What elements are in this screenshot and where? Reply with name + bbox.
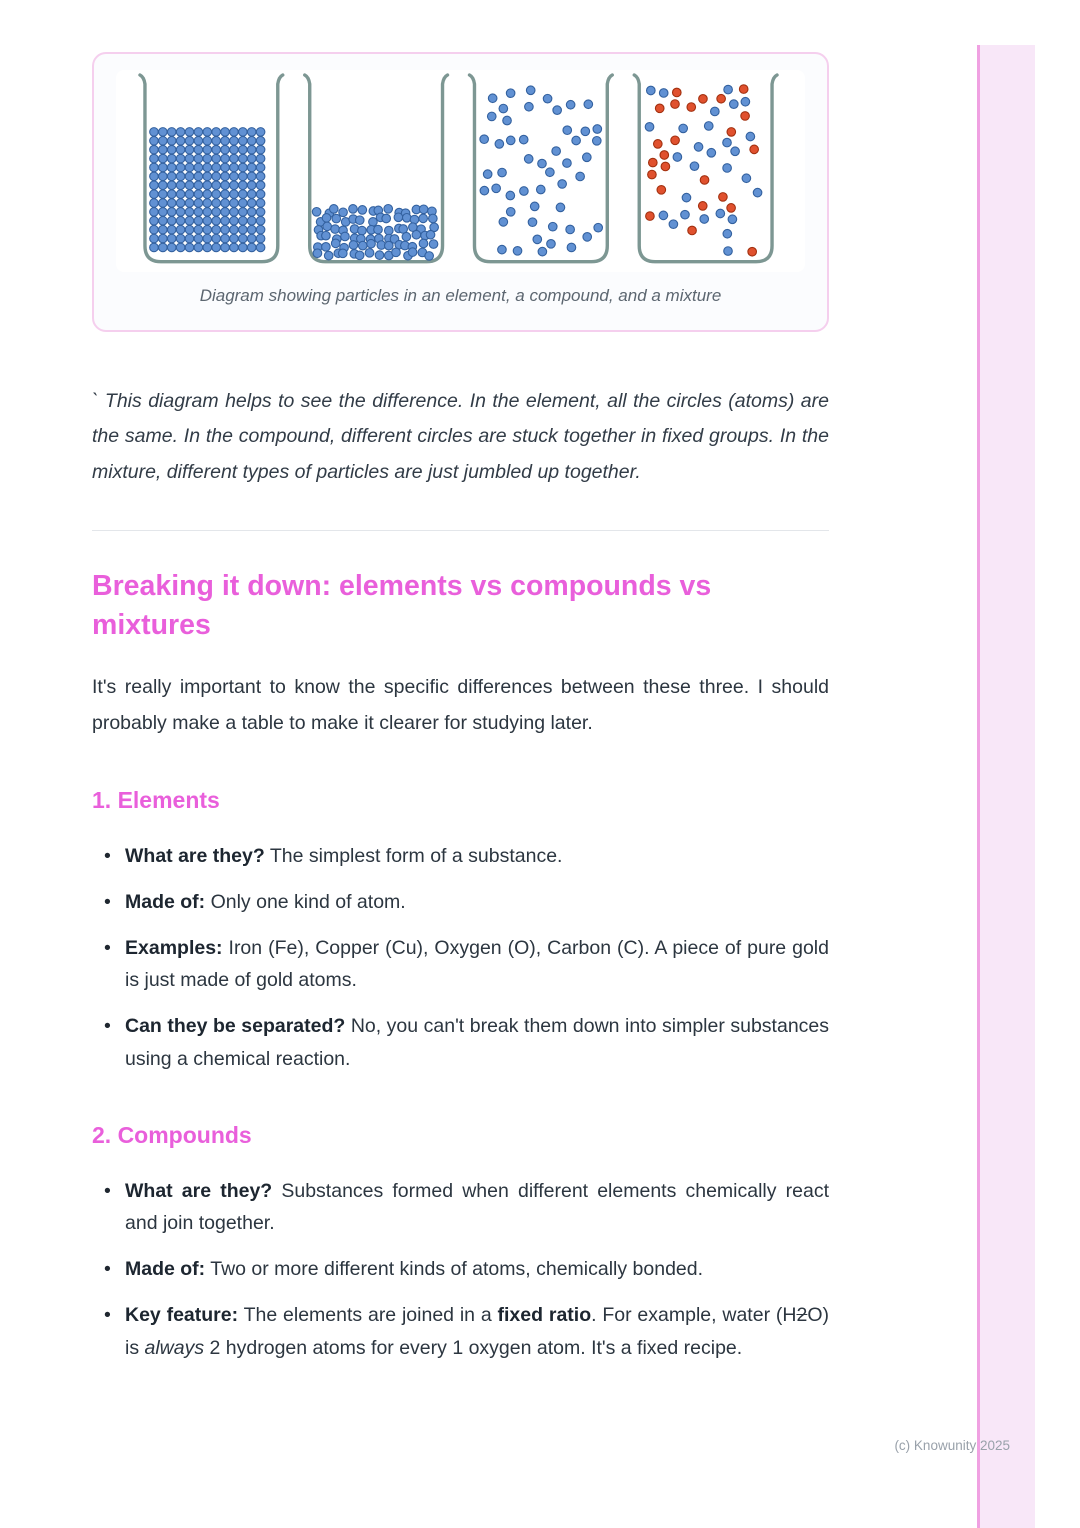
elements-heading: 1. Elements bbox=[92, 787, 220, 814]
figure-caption: Diagram showing particles in an element, a compound, and a mixture bbox=[199, 285, 722, 305]
figure-card bbox=[92, 52, 829, 332]
item-text: Two or more different kinds of atoms, chemically bonded. bbox=[205, 1258, 704, 1281]
item-label: Made of: bbox=[125, 890, 206, 913]
list-item bbox=[92, 1175, 829, 1241]
copyright-watermark: (c) Knowunity 2025 bbox=[894, 1438, 1010, 1453]
list-item bbox=[92, 886, 829, 919]
particle-diagram bbox=[116, 70, 805, 272]
section-divider bbox=[92, 530, 829, 531]
item-text: Substances formed when different elements chemically react and join together. bbox=[125, 1179, 829, 1235]
compounds-heading: 2. Compounds bbox=[92, 1121, 252, 1148]
item-text: The simplest form of a substance. bbox=[264, 845, 563, 868]
item-text: The elements are joined in a bbox=[238, 1303, 498, 1326]
compounds-list bbox=[92, 1175, 829, 1365]
figure-canvas bbox=[116, 70, 805, 272]
item-text: 2 hydrogen atoms for every 1 oxygen atom. It's a fixed recipe. bbox=[204, 1336, 743, 1359]
page-edge-strip bbox=[977, 45, 1035, 1528]
item-text: O) is bbox=[125, 1303, 829, 1359]
item-label: What are they? bbox=[125, 1179, 273, 1202]
item-label: Can they be separated? bbox=[125, 1015, 346, 1038]
elements-list bbox=[92, 840, 829, 1076]
item-text: Iron (Fe), Copper (Cu), Oxygen (O), Carbon (C). A piece of pure gold is just made of gold atoms. bbox=[125, 936, 829, 992]
list-item-key-feature bbox=[92, 1299, 829, 1365]
item-text: . For example, water (H bbox=[591, 1303, 797, 1326]
section-intro: It's really important to know the specific differences between these three. I should probably make a table to make it clearer for studying later. bbox=[92, 676, 829, 734]
item-text: No, you can't break them down into simpler substances using a chemical reaction. bbox=[125, 1015, 830, 1070]
list-item bbox=[92, 840, 829, 873]
item-label: Made of: bbox=[125, 1258, 206, 1281]
section-heading: Breaking it down: elements vs compounds vs mixtures bbox=[92, 570, 712, 641]
item-label: What are they? bbox=[125, 845, 265, 868]
item-strike-text: 2 bbox=[796, 1303, 808, 1326]
list-item bbox=[92, 1010, 829, 1076]
item-label: Key feature: bbox=[125, 1303, 239, 1326]
item-text: Only one kind of atom. bbox=[205, 890, 406, 913]
item-label: Examples: bbox=[125, 936, 223, 959]
item-bold-text: fixed ratio bbox=[497, 1303, 592, 1326]
list-item bbox=[92, 932, 829, 998]
content-column bbox=[92, 0, 829, 1377]
list-item bbox=[92, 1253, 829, 1286]
item-italic-text: always bbox=[144, 1336, 205, 1359]
note-paragraph: ` This diagram helps to see the difference. In the element, all the circles (atoms) are the same. In the compound, different circles are stuck together in fixed groups. In the mixture, different types of particles are just jumbled up together. bbox=[92, 389, 829, 483]
